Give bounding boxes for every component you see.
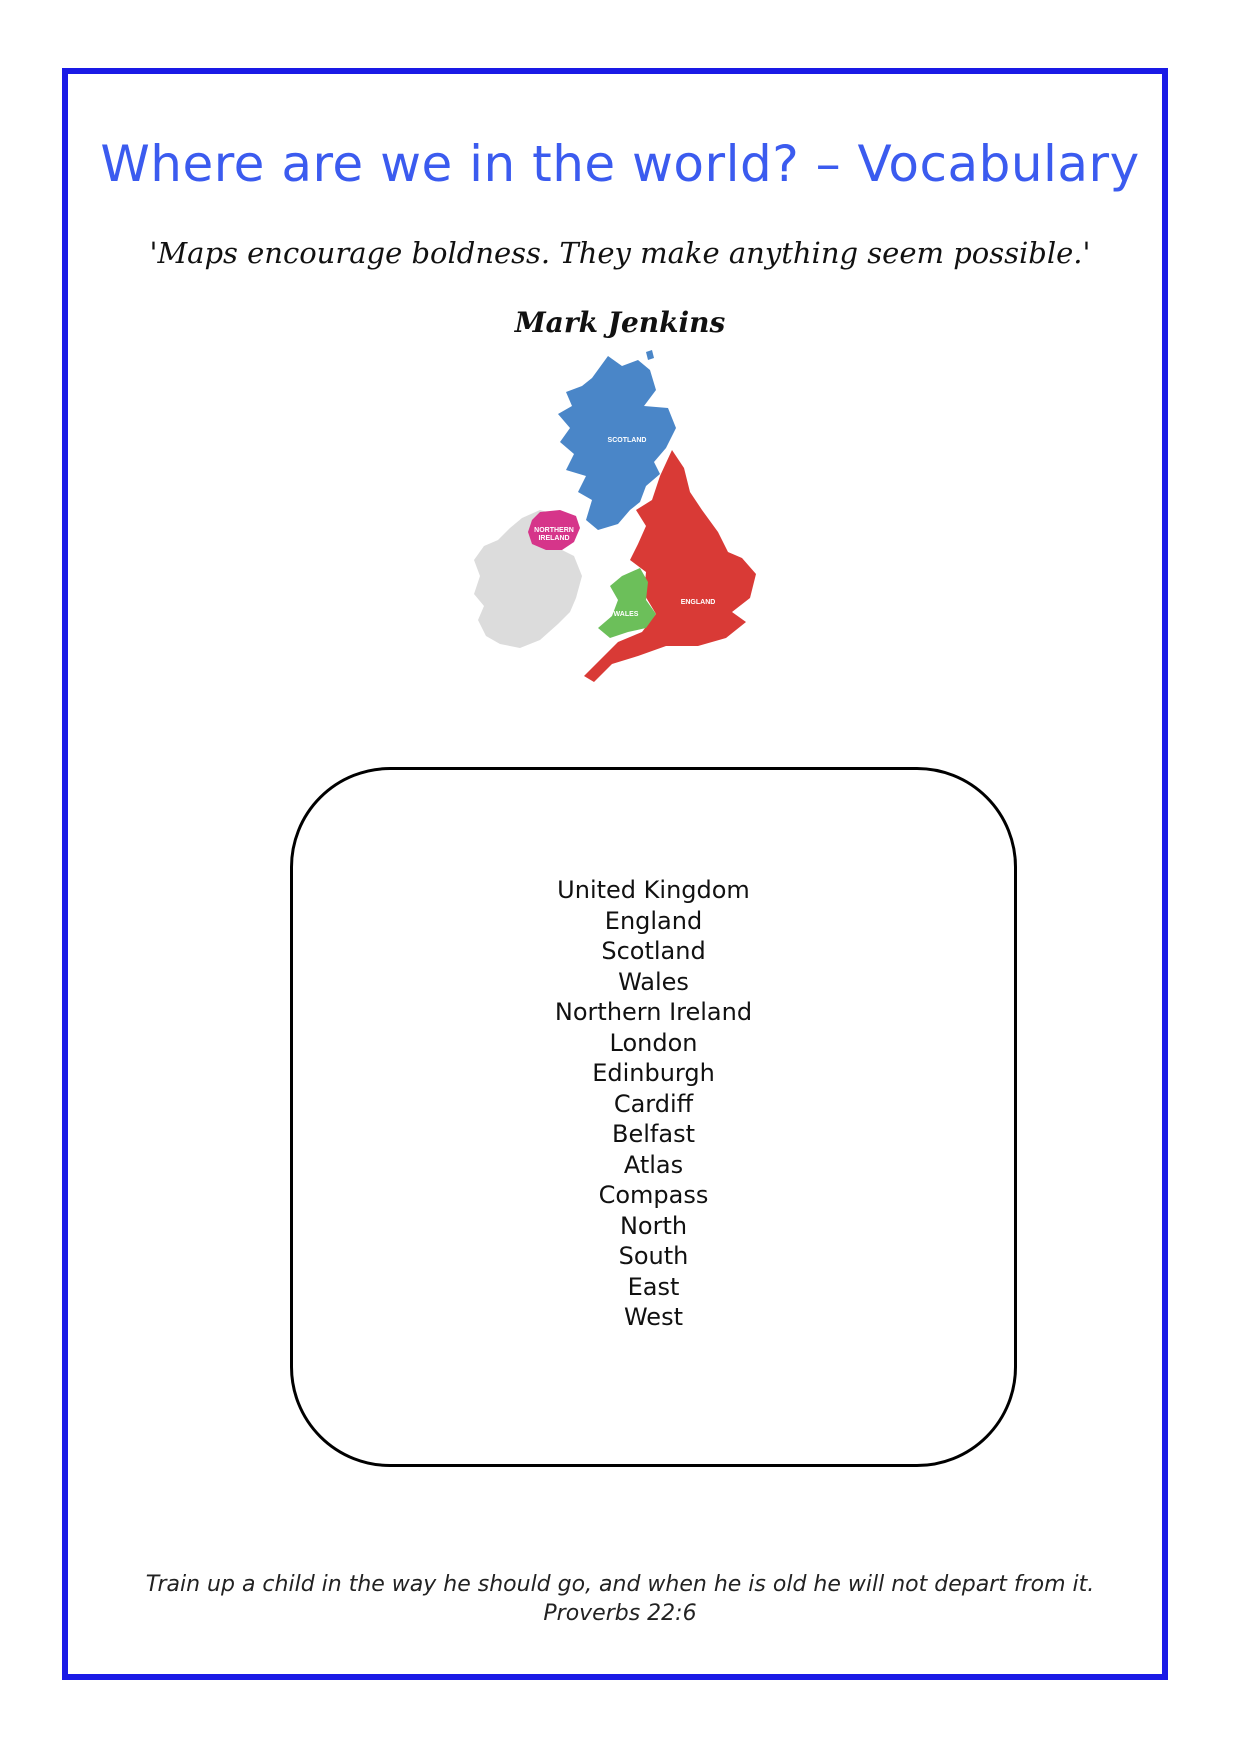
vocabulary-box	[290, 767, 1017, 1467]
vocabulary-item: West	[623, 1303, 683, 1331]
vocabulary-item: Cardiff	[613, 1089, 694, 1118]
vocabulary-item: North	[619, 1211, 688, 1240]
vocabulary-item: England	[604, 906, 703, 935]
vocabulary-item: Wales	[618, 967, 689, 996]
footer	[0, 1570, 1240, 1628]
vocabulary-item: Northern Ireland	[554, 998, 753, 1026]
vocabulary-item: Belfast	[612, 1120, 695, 1148]
vocabulary-list	[293, 875, 1014, 1333]
vocabulary-item: London	[609, 1028, 698, 1057]
scotland-label: SCOTLAND	[607, 437, 647, 444]
footer-verse: Train up a child in the way he should go, and when he is old he will not depart from it.	[145, 1572, 1095, 1597]
shetland-islands	[646, 350, 654, 360]
vocabulary-item: Edinburgh	[592, 1059, 715, 1087]
vocabulary-item: Compass	[598, 1181, 709, 1209]
vocabulary-item: Atlas	[623, 1150, 684, 1179]
england-label: ENGLAND	[680, 599, 716, 606]
quote: 'Maps encourage boldness. They make anything seem possible.'	[149, 236, 1091, 270]
vocabulary-item: United Kingdom	[557, 876, 750, 904]
page-title: Where are we in the world? – Vocabulary	[100, 135, 1140, 193]
vocabulary-item: Scotland	[601, 937, 706, 965]
northern-ireland-label-line1: NORTHERN	[534, 527, 574, 534]
vocabulary-item: South	[618, 1242, 689, 1270]
quote-author: Mark Jenkins	[514, 306, 726, 339]
vocabulary-item: East	[627, 1272, 680, 1301]
wales-label: WALES	[613, 611, 639, 618]
uk-map	[470, 350, 770, 720]
northern-ireland-label-line2: IRELAND	[538, 535, 570, 542]
footer-reference: Proverbs 22:6	[543, 1601, 697, 1626]
